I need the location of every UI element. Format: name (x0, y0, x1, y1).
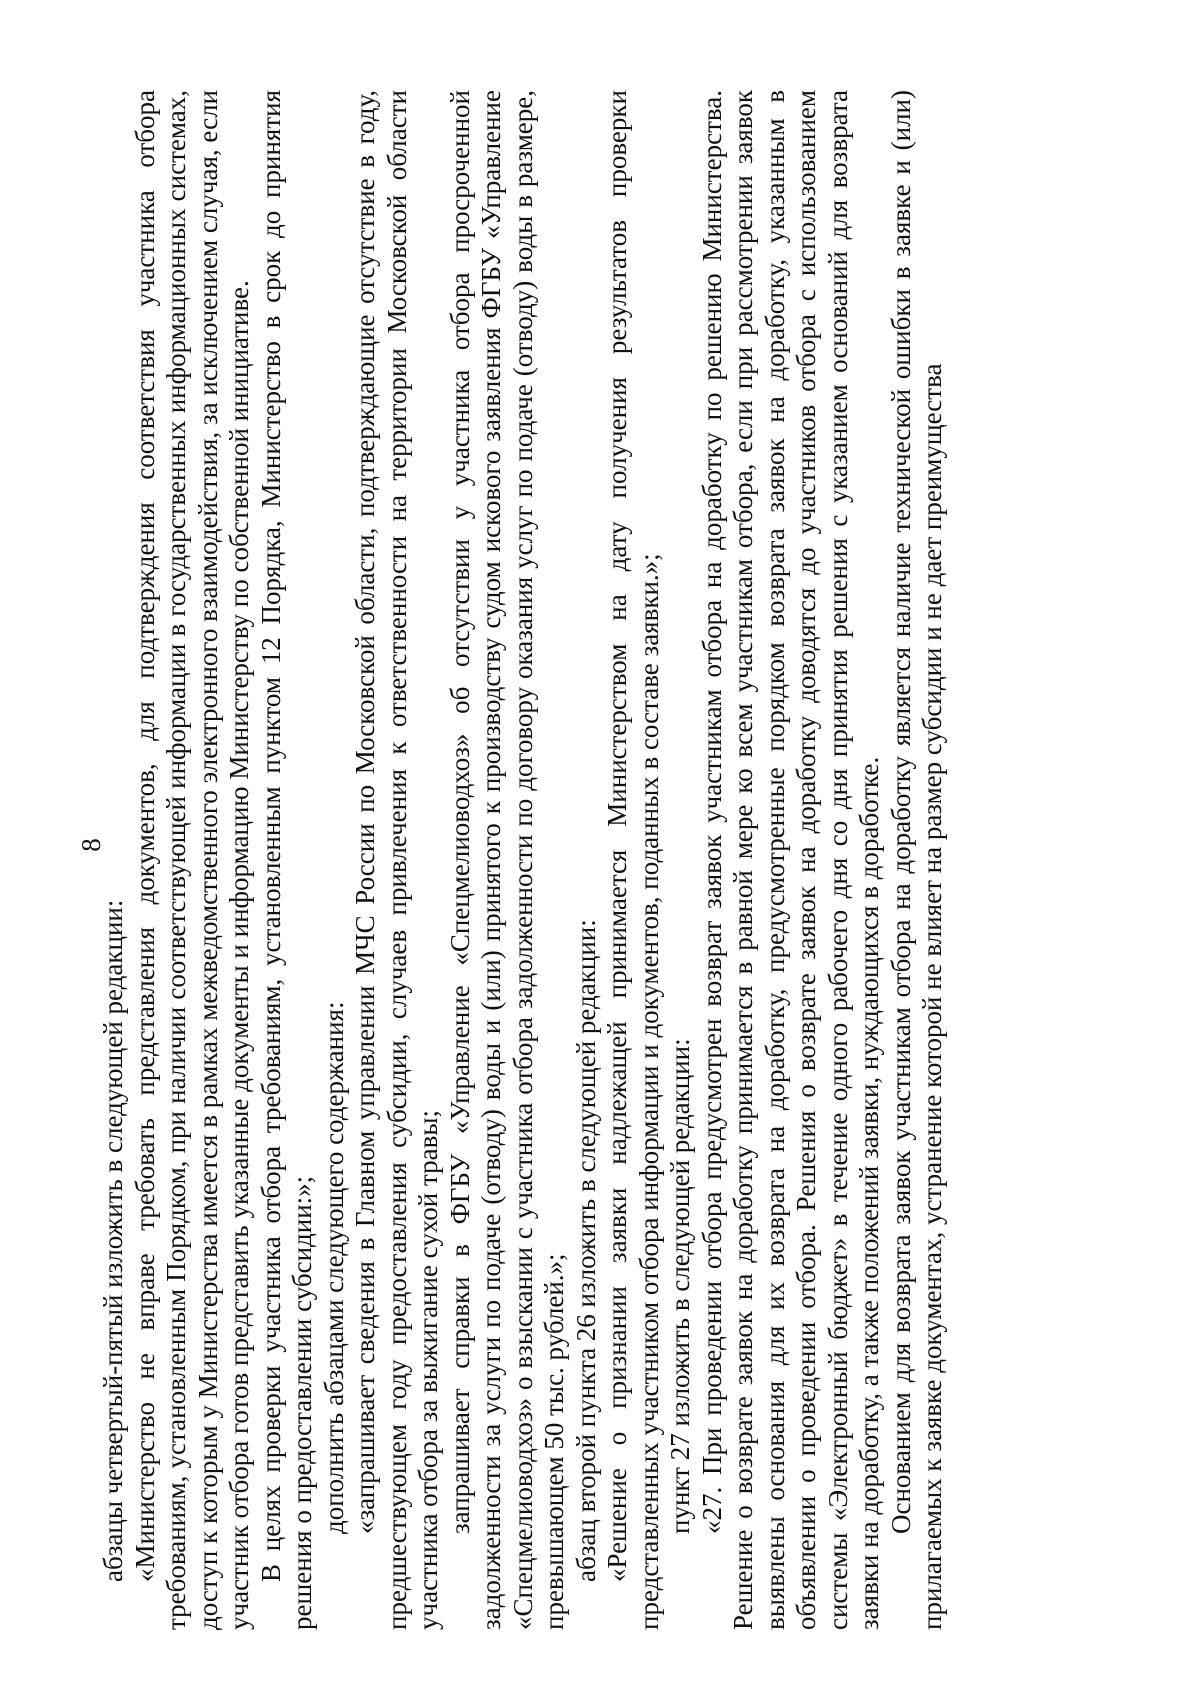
paragraph-fgbu-request: запрашивает справки в ФГБУ «Управление «Спецмелиоводхоз» об отсутствии у участника отбора просроченной задолженности за услуги по подаче (отводу) воды и (или) принятого к производству судом искового заявления ФГБУ «Управление «Спецмелиоводхоз» о взыскании с участника отбора задолженности по договору оказания услуг по подаче (отводу) воды в размере, превышающем 50 тыс. рублей.»; (444, 90, 569, 1630)
paragraph-clause-27-intro: пункт 27 изложить в следующей редакции: (665, 1038, 695, 1534)
paragraph-amendment-intro: абзацы четвертый-пятый изложить в следующей редакции: (98, 899, 128, 1582)
page-number: 8 (76, 838, 106, 852)
paragraph-return-grounds: Основанием для возврата заявок участникам отбора на доработку является наличие технической ошибки в заявке и (или) прилагаемых к заявке документах, устранение которой не влияет на размер субсидии и не дает преимущества (885, 90, 947, 1630)
paragraph-decision-adequacy: «Решение о признании заявки надлежащей принимается Министерством на дату получения результатов проверки представленных участником отбора информации и документов, поданных в составе заявки.»; (602, 90, 664, 1630)
paragraph-mchs-request: «запрашивает сведения в Главном управлении МЧС России по Московской области, подтверждающие отсутствие в году, предшествующем году предоставления субсидии, случаев привлечения к ответственности на территории Московской области участника отбора за выжигание сухой травы; (350, 90, 443, 1630)
paragraph-clause-27: «27. При проведении отбора предусмотрен возврат заявок участникам отбора на доработку по решению Министерства. Решение о возврате заявок на доработку принимается в равной мере ко всем участникам отбора, если при рассмотрении заявок выявлены основания для их возврата на доработку, предусмотренные порядком возврата заявок на доработку, указанным в объявлении о проведении отбора. Решения о возврате заявок на доработку доводятся до участников отбора с использованием системы «Электронный бюджет» в течение одного рабочего дня со дня принятия решения с указанием оснований для возврата заявки на доработку, а также положений заявки, нуждающихся в доработке. (696, 90, 884, 1630)
paragraph-add-clauses: дополнить абзацами следующего содержания: (318, 1001, 349, 1534)
paragraph-verification-purpose: В целях проверки участника отбора требованиям, установленным пунктом 12 Порядка, Министерство в срок до принятия решения о предоставлении субсидии:»; (255, 90, 317, 1630)
document-body (98, 90, 949, 1630)
paragraph-ministry-rights: «Министерство не вправе требовать представления документов, для подтверждения соответствия участника отбора требованиям, установленным Порядком, при наличии соответствующей информации в государственных информационных системах, доступ к которым у Министерства имеется в рамках межведомственного электронного взаимодействия, за исключением случая, если участник отбора готов представить указанные документы и информацию Министерству по собственной инициативе. (129, 90, 254, 1630)
paragraph-clause-26: абзац второй пункта 26 изложить в следующей редакции: (570, 919, 601, 1582)
